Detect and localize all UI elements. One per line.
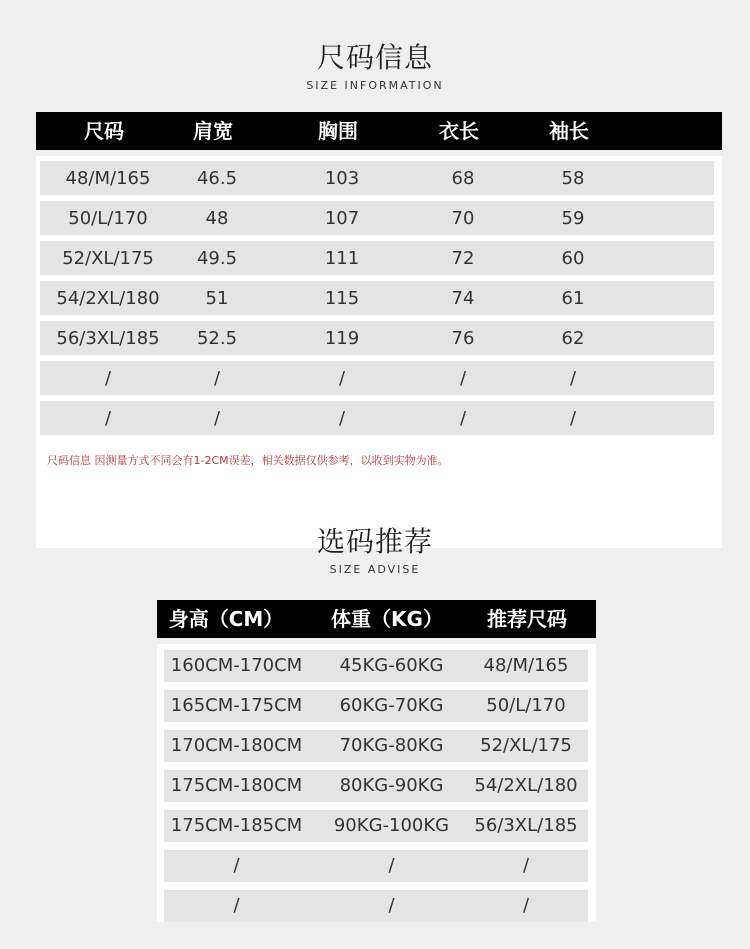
size-info-table-header [36,112,722,150]
size-info-table-body [36,156,722,548]
cell-sleeve: / [569,407,577,429]
cell-weight: 45KG-60KG [339,655,444,676]
cell-length: / [459,367,467,389]
table-row [164,850,588,882]
size-info-subtitle: SIZE INFORMATION [306,79,444,92]
table-row [40,321,714,355]
cell-weight: / [388,895,395,916]
table-row [40,281,714,315]
cell-size: / [104,407,112,429]
cell-sleeve: 61 [561,287,585,309]
cell-length: 68 [451,167,475,189]
cell-shoulder: 49.5 [196,247,238,269]
cell-chest: / [338,367,346,389]
cell-shoulder: / [213,407,221,429]
cell-chest: 119 [324,327,360,349]
header-sleeve: 袖长 [549,119,589,143]
header-length: 衣长 [439,119,479,143]
cell-length: 76 [451,327,475,349]
cell-weight: / [388,855,395,876]
cell-weight: 70KG-80KG [339,735,444,756]
table-row [40,161,714,195]
cell-height: / [233,895,240,916]
cell-size: 56/3XL/185 [56,327,160,349]
header-size: 尺码 [84,119,124,143]
header-shoulder: 肩宽 [193,119,233,143]
cell-recommended-size: 52/XL/175 [480,735,572,756]
cell-sleeve: 60 [561,247,585,269]
table-row [164,650,588,682]
table-row [164,890,588,922]
cell-shoulder: 52.5 [196,327,238,349]
cell-recommended-size: 48/M/165 [483,655,569,676]
cell-height: 175CM-185CM [170,815,303,836]
cell-chest: 103 [324,167,360,189]
cell-weight: 90KG-100KG [333,815,450,836]
cell-length: / [459,407,467,429]
size-advise-table-body [157,644,596,922]
size-advise-title: 选码推荐 [316,525,433,558]
cell-sleeve: / [569,367,577,389]
cell-chest: 111 [324,247,360,269]
header-recommended-size: 推荐尺码 [487,607,567,631]
table-row [40,241,714,275]
cell-height: / [233,855,240,876]
cell-shoulder: 51 [205,287,229,309]
size-info-table [36,112,722,429]
cell-length: 70 [451,207,475,229]
cell-shoulder: / [213,367,221,389]
table-row [164,770,588,802]
cell-size: 54/2XL/180 [56,287,160,309]
cell-weight: 80KG-90KG [339,775,444,796]
cell-chest: 115 [324,287,360,309]
cell-length: 74 [451,287,475,309]
measurement-note: 尺码信息 因测量方式不同会有1-2CM误差，相关数据仅供参考，以收到实物为准。 [47,454,449,467]
cell-height: 160CM-170CM [170,655,303,676]
cell-sleeve: 58 [561,167,585,189]
cell-chest: 107 [324,207,360,229]
cell-size: 48/M/165 [65,167,151,189]
cell-length: 72 [451,247,475,269]
table-row [40,201,714,235]
table-row [164,730,588,762]
header-height: 身高（CM） [168,607,284,631]
cell-size: 50/L/170 [68,207,148,229]
cell-height: 165CM-175CM [170,695,303,716]
header-weight: 体重（KG） [331,607,443,631]
cell-recommended-size: 50/L/170 [486,695,566,716]
size-advise-table-header [157,600,596,638]
size-advise-subtitle: SIZE ADVISE [329,563,421,576]
cell-chest: / [338,407,346,429]
table-row [164,690,588,722]
cell-shoulder: 48 [205,207,229,229]
table-row [40,401,714,435]
cell-size: 52/XL/175 [62,247,154,269]
cell-height: 175CM-180CM [170,775,303,796]
table-row [40,361,714,395]
cell-recommended-size: / [522,895,530,916]
cell-recommended-size: / [522,855,530,876]
cell-sleeve: 59 [561,207,585,229]
header-chest: 胸围 [318,119,358,143]
cell-shoulder: 46.5 [196,167,238,189]
cell-weight: 60KG-70KG [339,695,444,716]
table-row [164,810,588,842]
cell-sleeve: 62 [561,327,585,349]
size-advise-table [157,600,596,916]
cell-size: / [104,367,112,389]
cell-height: 170CM-180CM [170,735,303,756]
cell-recommended-size: 54/2XL/180 [474,775,578,796]
size-info-title: 尺码信息 [316,41,433,74]
cell-recommended-size: 56/3XL/185 [474,815,578,836]
